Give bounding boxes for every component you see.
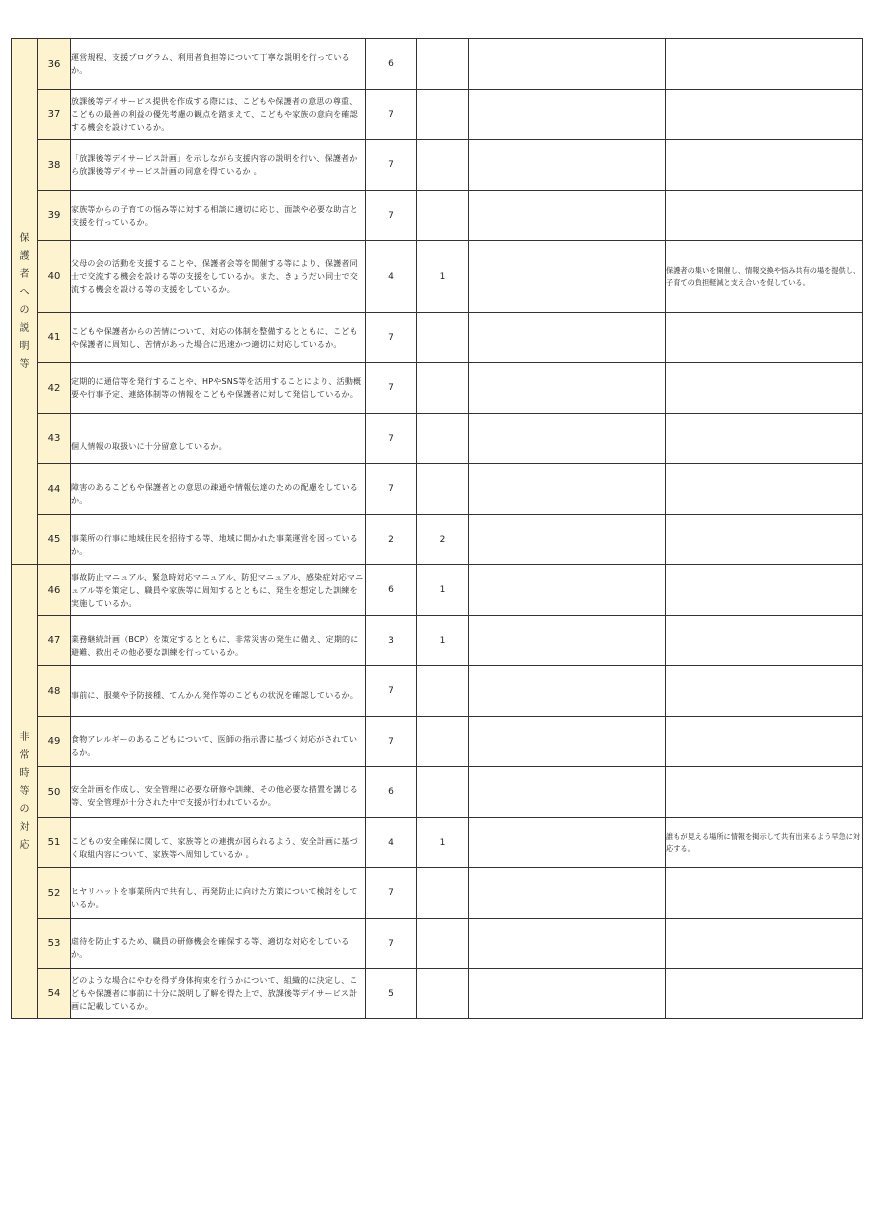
no-count: 2 <box>417 515 469 565</box>
question-text: 「放課後等デイサービス計画」を示しながら支援内容の説明を行い、保護者から放課後等デイサービス計画の同意を得ているか 。 <box>71 140 366 191</box>
question-text: 業務継続計画（BCP）を策定するとともに、非常災害の発生に備え、定期的に避難、救出その他必要な訓練を行っているか。 <box>71 616 366 666</box>
improvement-cell <box>469 414 666 464</box>
no-count <box>417 767 469 818</box>
yes-count: 2 <box>366 515 417 565</box>
improvement-cell <box>469 666 666 717</box>
yes-count: 6 <box>366 39 417 90</box>
no-count <box>417 969 469 1019</box>
improvement-cell <box>469 717 666 767</box>
evaluation-table <box>11 38 863 1019</box>
comment-cell: 誰もが見える場所に情報を掲示して共有出来るよう早急に対応する。 <box>666 818 863 868</box>
no-count: 1 <box>417 565 469 616</box>
table-row <box>12 969 863 1019</box>
row-number: 46 <box>38 565 71 616</box>
improvement-cell <box>469 313 666 363</box>
no-count <box>417 363 469 414</box>
row-number: 44 <box>38 464 71 515</box>
table-row <box>12 767 863 818</box>
table-row <box>12 717 863 767</box>
no-count <box>417 919 469 969</box>
question-text: こどもや保護者からの苦情について、対応の体制を整備するとともに、こどもや保護者に周知し、苦情があった場合に迅速かつ適切に対応しているか。 <box>71 313 366 363</box>
yes-count: 7 <box>366 464 417 515</box>
improvement-cell <box>469 191 666 241</box>
yes-count: 7 <box>366 666 417 717</box>
yes-count: 7 <box>366 313 417 363</box>
improvement-cell <box>469 363 666 414</box>
no-count <box>417 868 469 919</box>
question-text: 放課後等デイサービス提供を作成する際には、こどもや保護者の意思の尊重、こどもの最善の利益の優先考慮の観点を踏まえて、こどもや家族の意向を確認する機会を設けているか。 <box>71 90 366 140</box>
yes-count: 7 <box>366 919 417 969</box>
comment-cell <box>666 464 863 515</box>
improvement-cell <box>469 868 666 919</box>
comment-cell <box>666 969 863 1019</box>
row-number: 53 <box>38 919 71 969</box>
yes-count: 7 <box>366 191 417 241</box>
comment-cell <box>666 565 863 616</box>
row-number: 38 <box>38 140 71 191</box>
row-number: 39 <box>38 191 71 241</box>
improvement-cell <box>469 565 666 616</box>
yes-count: 7 <box>366 363 417 414</box>
table-row <box>12 414 863 464</box>
table-row <box>12 140 863 191</box>
no-count <box>417 464 469 515</box>
comment-cell <box>666 919 863 969</box>
row-number: 37 <box>38 90 71 140</box>
no-count: 1 <box>417 616 469 666</box>
question-text: 虐待を防止するため、職員の研修機会を確保する等、適切な対応をしているか。 <box>71 919 366 969</box>
improvement-cell <box>469 39 666 90</box>
comment-cell <box>666 616 863 666</box>
yes-count: 6 <box>366 565 417 616</box>
improvement-cell <box>469 515 666 565</box>
table-row <box>12 616 863 666</box>
question-text: 安全計画を作成し、安全管理に必要な研修や訓練、その他必要な措置を講じる等、安全管理が十分された中で支援が行われているか。 <box>71 767 366 818</box>
yes-count: 4 <box>366 241 417 313</box>
improvement-cell <box>469 969 666 1019</box>
table-row <box>12 90 863 140</box>
comment-cell <box>666 515 863 565</box>
question-text: 定期的に通信等を発行することや、HPやSNS等を活用することにより、活動概要や行事予定、連絡体制等の情報をこどもや保護者に対して発信しているか。 <box>71 363 366 414</box>
no-count <box>417 191 469 241</box>
improvement-cell <box>469 919 666 969</box>
table-row <box>12 39 863 90</box>
row-number: 49 <box>38 717 71 767</box>
row-number: 52 <box>38 868 71 919</box>
table-row <box>12 565 863 616</box>
yes-count: 4 <box>366 818 417 868</box>
table-row <box>12 666 863 717</box>
table-row <box>12 191 863 241</box>
question-text: 事前に、服薬や予防接種、てんかん発作等のこどもの状況を確認しているか。 <box>71 666 366 717</box>
table-row <box>12 313 863 363</box>
no-count <box>417 39 469 90</box>
yes-count: 7 <box>366 90 417 140</box>
question-text: 事業所の行事に地域住民を招待する等、地域に開かれた事業運営を図っているか。 <box>71 515 366 565</box>
table-row <box>12 515 863 565</box>
improvement-cell <box>469 767 666 818</box>
no-count: 1 <box>417 241 469 313</box>
category-label: 保護者への説明等 <box>19 232 30 370</box>
comment-cell <box>666 414 863 464</box>
comment-cell <box>666 717 863 767</box>
no-count <box>417 90 469 140</box>
question-text: 個人情報の取扱いに十分留意しているか。 <box>71 414 366 464</box>
question-text: どのような場合にやむを得ず身体拘束を行うかについて、組織的に決定し、こどもや保護者に事前に十分に説明し了解を得た上で、放課後等デイサービス計画に記載しているか。 <box>71 969 366 1019</box>
comment-cell <box>666 363 863 414</box>
table-row <box>12 818 863 868</box>
improvement-cell <box>469 818 666 868</box>
yes-count: 7 <box>366 414 417 464</box>
question-text: こどもの安全確保に関して、家族等との連携が図られるよう、安全計画に基づく取組内容について、家族等へ周知しているか 。 <box>71 818 366 868</box>
improvement-cell <box>469 241 666 313</box>
category-label: 非常時等の対応 <box>19 731 30 851</box>
question-text: ヒヤリハットを事業所内で共有し、再発防止に向けた方策について検討をしているか。 <box>71 868 366 919</box>
comment-cell: 保護者の集いを開催し、情報交換や悩み共有の場を提供し、子育ての負担軽減と支え合いを促している。 <box>666 241 863 313</box>
row-number: 50 <box>38 767 71 818</box>
no-count <box>417 313 469 363</box>
table-row <box>12 464 863 515</box>
comment-cell <box>666 39 863 90</box>
row-number: 51 <box>38 818 71 868</box>
yes-count: 7 <box>366 140 417 191</box>
row-number: 42 <box>38 363 71 414</box>
category-cell <box>12 39 38 565</box>
row-number: 45 <box>38 515 71 565</box>
improvement-cell <box>469 90 666 140</box>
improvement-cell <box>469 464 666 515</box>
improvement-cell <box>469 140 666 191</box>
yes-count: 7 <box>366 868 417 919</box>
yes-count: 5 <box>366 969 417 1019</box>
no-count <box>417 717 469 767</box>
row-number: 40 <box>38 241 71 313</box>
question-text: 父母の会の活動を支援することや、保護者会等を開催する等により、保護者同士で交流する機会を設ける等の支援をしているか。また、きょうだい同士で交流する機会を設ける等の支援をしているか。 <box>71 241 366 313</box>
table-row <box>12 241 863 313</box>
question-text: 家族等からの子育ての悩み等に対する相談に適切に応じ、面談や必要な助言と支援を行っているか。 <box>71 191 366 241</box>
question-text: 食物アレルギーのあるこどもについて、医師の指示書に基づく対応がされているか。 <box>71 717 366 767</box>
no-count <box>417 140 469 191</box>
row-number: 43 <box>38 414 71 464</box>
row-number: 47 <box>38 616 71 666</box>
comment-cell <box>666 313 863 363</box>
question-text: 運営規程、支援プログラム、利用者負担等について丁寧な説明を行っているか。 <box>71 39 366 90</box>
category-cell <box>12 565 38 1019</box>
row-number: 48 <box>38 666 71 717</box>
no-count <box>417 666 469 717</box>
comment-cell <box>666 140 863 191</box>
yes-count: 7 <box>366 717 417 767</box>
table-row <box>12 868 863 919</box>
no-count <box>417 414 469 464</box>
row-number: 54 <box>38 969 71 1019</box>
comment-cell <box>666 666 863 717</box>
improvement-cell <box>469 616 666 666</box>
comment-cell <box>666 868 863 919</box>
yes-count: 6 <box>366 767 417 818</box>
no-count: 1 <box>417 818 469 868</box>
yes-count: 3 <box>366 616 417 666</box>
comment-cell <box>666 767 863 818</box>
question-text: 障害のあるこどもや保護者との意思の疎通や情報伝達のための配慮をしているか。 <box>71 464 366 515</box>
question-text: 事故防止マニュアル、緊急時対応マニュアル、防犯マニュアル、感染症対応マニュアル等を策定し、職員や家族等に周知するとともに、発生を想定した訓練を実施しているか。 <box>71 565 366 616</box>
table-row <box>12 919 863 969</box>
table-row <box>12 363 863 414</box>
comment-cell <box>666 191 863 241</box>
row-number: 41 <box>38 313 71 363</box>
comment-cell <box>666 90 863 140</box>
row-number: 36 <box>38 39 71 90</box>
